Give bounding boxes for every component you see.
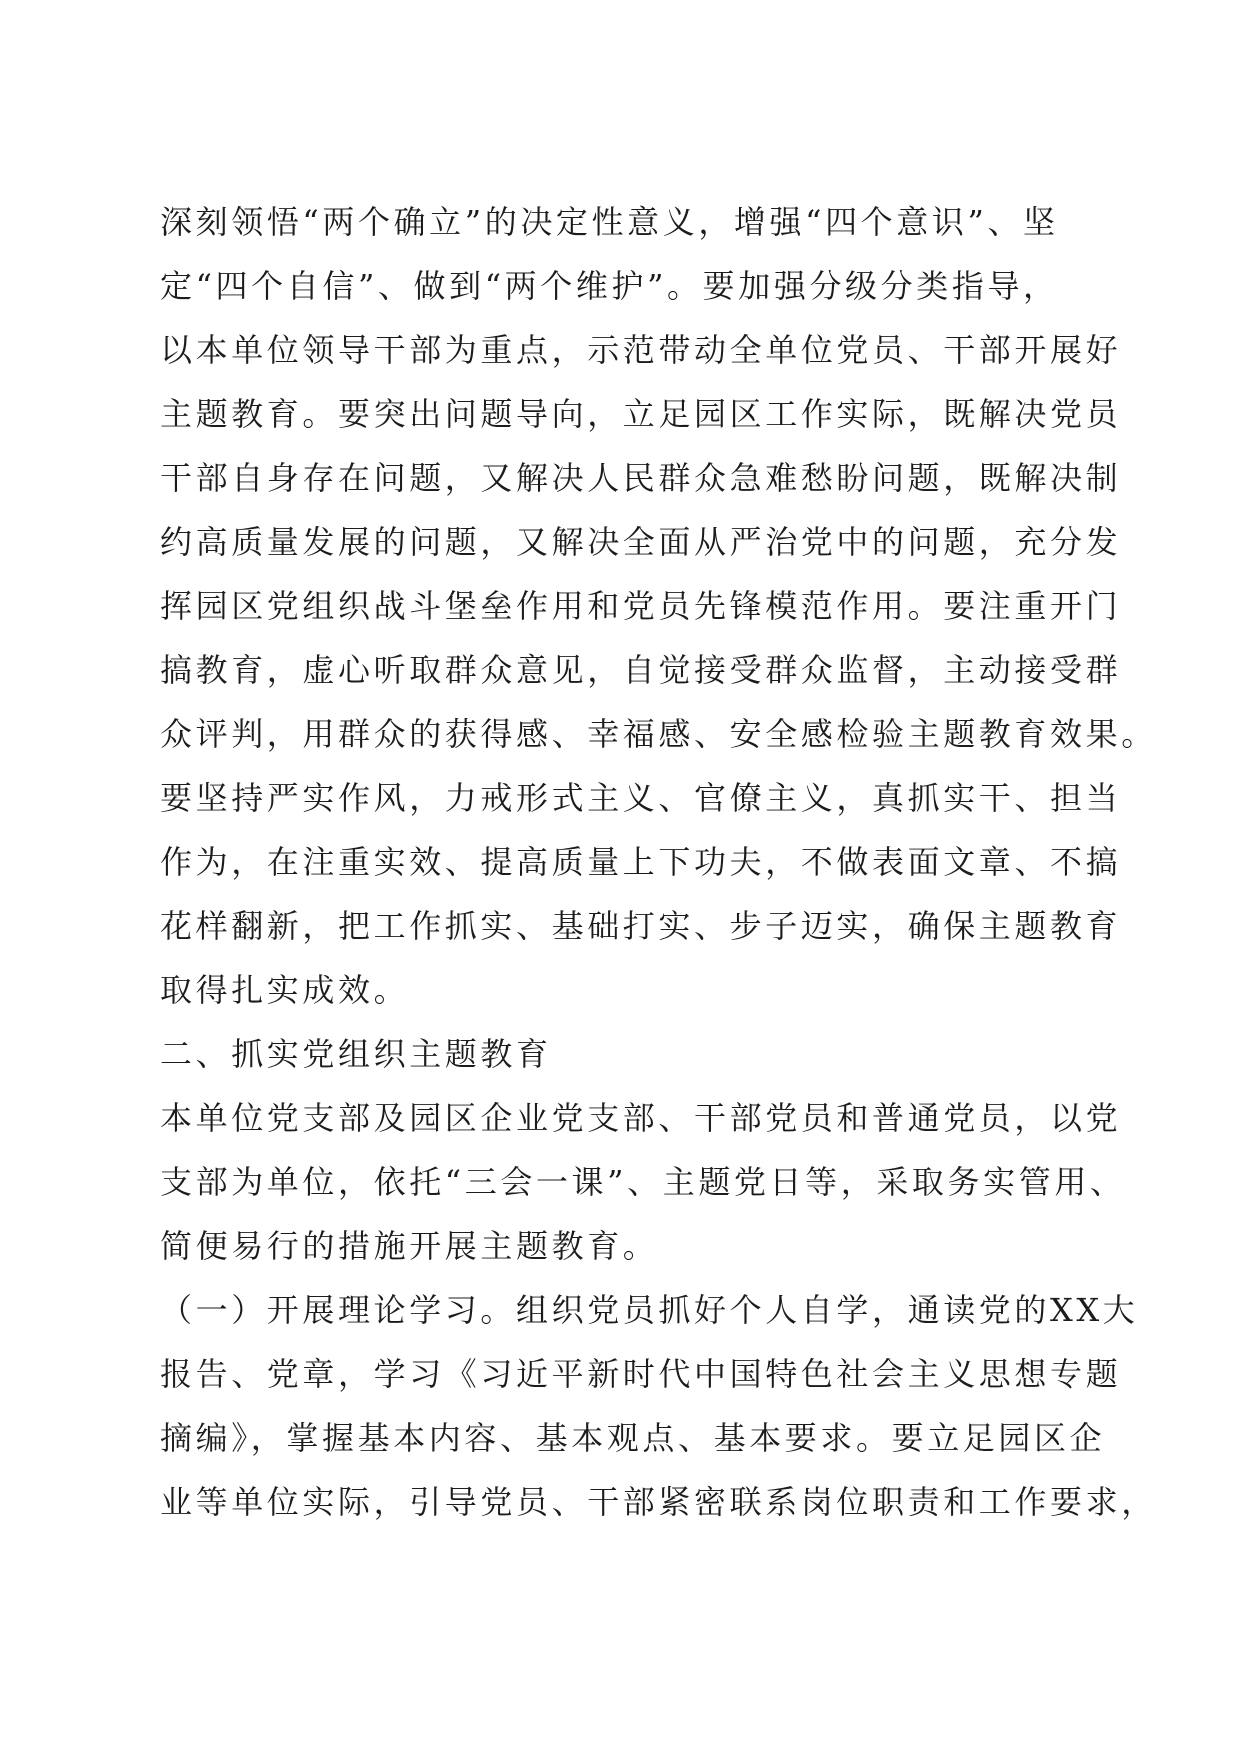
text-line: 摘编》，掌握基本内容、基本观点、基本要求。要立足园区企 [160, 1419, 1106, 1457]
body-text [160, 190, 1157, 1534]
text-line: 以本单位领导干部为重点，示范带动全单位党员、干部开展好 [160, 331, 1122, 369]
text-line: 作为，在注重实效、提高质量上下功夫，不做表面文章、不搞 [160, 843, 1122, 881]
text-line: 支部为单位，依托“三会一课”、主题党日等，采取务实管用、 [160, 1163, 1126, 1201]
text-line: 要坚持严实作风，力戒形式主义、官僚主义，真抓实干、担当 [160, 779, 1122, 817]
text-line: 众评判，用群众的获得感、幸福感、安全感检验主题教育效果。 [160, 715, 1157, 753]
text-line: 深刻领悟“两个确立”的决定性意义，增强“四个意识”、坚 [160, 203, 1059, 241]
text-line: 业等单位实际，引导党员、干部紧密联系岗位职责和工作要求， [160, 1483, 1157, 1521]
text-line: 定“四个自信”、做到“两个维护”。要加强分级分类指导， [160, 267, 1059, 305]
text-line: 搞教育，虚心听取群众意见，自觉接受群众监督，主动接受群 [160, 651, 1122, 689]
text-line: （一）开展理论学习。组织党员抓好个人自学，通读党的XX大 [160, 1291, 1139, 1329]
text-line: 主题教育。要突出问题导向，立足园区工作实际，既解决党员 [160, 395, 1122, 433]
section-heading: 二、抓实党组织主题教育 [160, 1035, 552, 1073]
text-line: 挥园区党组织战斗堡垒作用和党员先锋模范作用。要注重开门 [160, 587, 1122, 625]
text-line: 本单位党支部及园区企业党支部、干部党员和普通党员，以党 [160, 1099, 1122, 1137]
text-line: 花样翻新，把工作抓实、基础打实、步子迈实，确保主题教育 [160, 907, 1122, 945]
text-line: 约高质量发展的问题，又解决全面从严治党中的问题，充分发 [160, 523, 1122, 561]
text-line: 简便易行的措施开展主题教育。 [160, 1227, 659, 1265]
text-line: 报告、党章，学习《习近平新时代中国特色社会主义思想专题 [160, 1355, 1122, 1393]
text-line: 取得扎实成效。 [160, 971, 410, 1009]
text-line: 干部自身存在问题，又解决人民群众急难愁盼问题，既解决制 [160, 459, 1122, 497]
